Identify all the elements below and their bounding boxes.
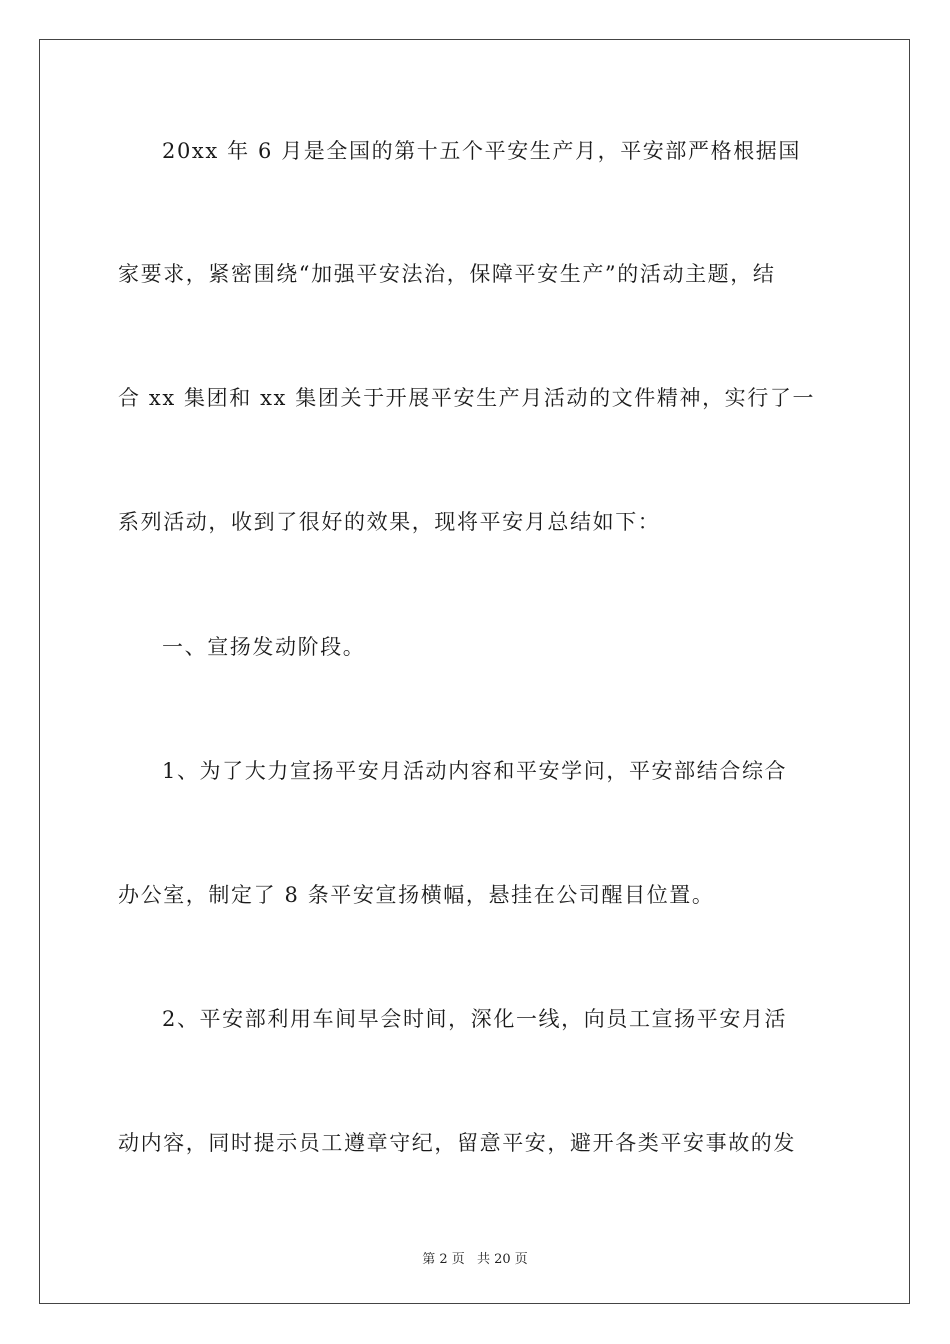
page-total: 共 20 页 xyxy=(476,1252,528,1267)
body-line-8: 2、平安部利用车间早会时间，深化一线，向员工宣扬平安月活 xyxy=(162,1007,788,1031)
body-line-9: 动内容，同时提示员工遵章守纪，留意平安，避开各类平安事故的发 xyxy=(118,1131,796,1155)
page-border xyxy=(39,39,910,1304)
body-line-1: 20xx 年 6 月是全国的第十五个平安生产月，平安部严格根据国 xyxy=(162,139,801,163)
body-line-6: 1、为了大力宣扬平安月活动内容和平安学问，平安部结合综合 xyxy=(162,759,788,783)
body-line-3: 合 xx 集团和 xx 集团关于开展平安生产月活动的文件精神，实行了一 xyxy=(118,386,816,410)
page-number: 第 2 页 xyxy=(422,1252,465,1267)
page-footer xyxy=(0,1248,950,1267)
body-line-4: 系列活动，收到了很好的效果，现将平安月总结如下： xyxy=(118,510,661,534)
body-line-7: 办公室，制定了 8 条平安宣扬横幅，悬挂在公司醒目位置。 xyxy=(118,883,715,907)
section-heading: 一、宣扬发动阶段。 xyxy=(162,635,366,659)
body-line-2: 家要求，紧密围绕“加强平安法治，保障平安生产”的活动主题，结 xyxy=(118,262,776,286)
